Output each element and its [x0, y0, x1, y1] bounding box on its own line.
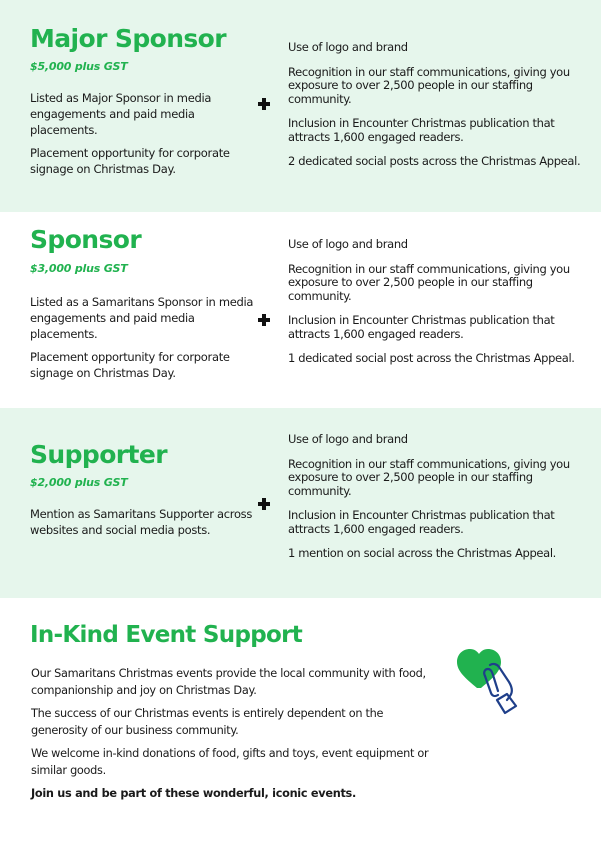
tier-title: Sponsor: [30, 225, 142, 254]
benefit-item: Listed as Major Sponsor in media engagements and paid media placements.: [30, 91, 212, 137]
inkind-copy: [31, 666, 431, 810]
plus-icon: [258, 314, 270, 326]
benefit-item: Recognition in our staff communications, giving you exposure to over 2,500 people in our staffing community.: [288, 64, 570, 106]
benefit-item: Placement opportunity for corporate signage on Christmas Day.: [30, 146, 230, 176]
tier-left-benefits: [30, 506, 255, 545]
benefit-item: Mention as Samaritans Supporter across websites and social media posts.: [30, 507, 253, 537]
tier-left-benefits: [30, 294, 255, 388]
tier-title: Supporter: [30, 440, 167, 469]
tier-supporter: [0, 408, 601, 598]
tier-left-benefits: [30, 90, 255, 184]
tier-price: $5,000 plus GST: [30, 60, 128, 73]
tier-title: Major Sponsor: [30, 24, 226, 53]
inkind-title: In-Kind Event Support: [30, 622, 303, 648]
hand-holding-heart-icon: [455, 648, 530, 718]
benefit-item: Use of logo and brand: [288, 432, 408, 446]
tier-right-benefits: [288, 238, 588, 377]
benefit-item: 1 dedicated social post across the Christmas Appeal.: [288, 351, 575, 365]
benefit-item: Recognition in our staff communications, giving you exposure to over 2,500 people in our staffing community.: [288, 456, 570, 498]
tier-price: $2,000 plus GST: [30, 476, 128, 489]
benefit-item: Inclusion in Encounter Christmas publication that attracts 1,600 engaged readers.: [288, 508, 555, 536]
tier-price: $3,000 plus GST: [30, 262, 128, 275]
benefit-item: 1 mention on social across the Christmas Appeal.: [288, 546, 556, 560]
benefit-item: Listed as a Samaritans Sponsor in media engagements and paid media placements.: [30, 295, 254, 341]
tier-right-benefits: [288, 41, 588, 180]
tier-sponsor: [0, 212, 601, 408]
benefit-item: Recognition in our staff communications, giving you exposure to over 2,500 people in our staffing community.: [288, 261, 570, 303]
benefit-item: Use of logo and brand: [288, 237, 408, 251]
tier-right-benefits: [288, 433, 588, 572]
benefit-item: Inclusion in Encounter Christmas publication that attracts 1,600 engaged readers.: [288, 116, 555, 144]
benefit-item: Use of logo and brand: [288, 40, 408, 54]
tier-major-sponsor: [0, 0, 601, 212]
inkind-paragraph: Our Samaritans Christmas events provide the local community with food, companionship and joy on Christmas Day.: [31, 667, 426, 697]
inkind-closing: Join us and be part of these wonderful, iconic events.: [31, 787, 356, 800]
plus-icon: [258, 98, 270, 110]
inkind-paragraph: We welcome in-kind donations of food, gifts and toys, event equipment or similar goods.: [31, 747, 429, 777]
inkind-paragraph: The success of our Christmas events is entirely dependent on the generosity of our business community.: [31, 707, 384, 737]
benefit-item: Placement opportunity for corporate signage on Christmas Day.: [30, 350, 230, 380]
benefit-item: 2 dedicated social posts across the Christmas Appeal.: [288, 154, 581, 168]
benefit-item: Inclusion in Encounter Christmas publication that attracts 1,600 engaged readers.: [288, 313, 555, 341]
plus-icon: [258, 498, 270, 510]
